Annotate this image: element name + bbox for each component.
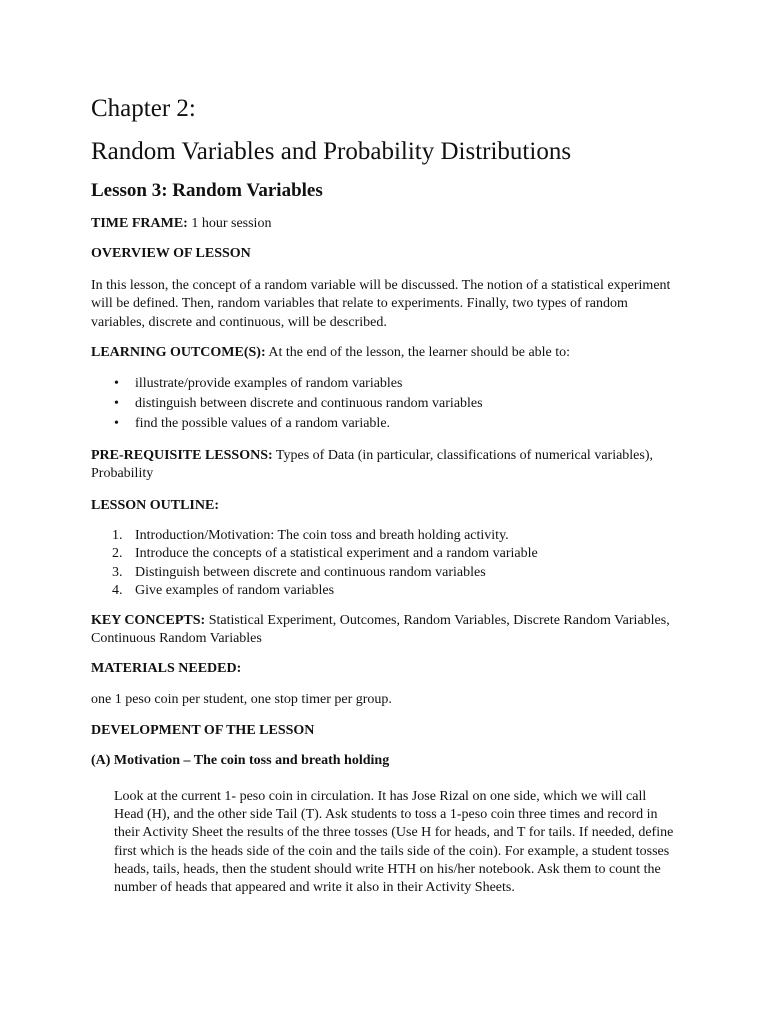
motivation-text: Look at the current 1- peso coin in circulation. It has Jose Rizal on one side, which we will call Head (H), and the other side Tail (T). Ask students to toss a 1-peso coin three times and record in their Activity Sheet the results of the three tosses (Use H for heads, and T for tails. If needed, define first which is the heads side of the coin and the tails side of the coin). For example, a student tosses heads, tails, heads, then the student should write HTH on his/her notebook. Ask them to count the number of heads that appeared and write it also in their Activity Sheets. [114, 789, 674, 896]
chapter-title: Random Variables and Probability Distributions [91, 138, 572, 165]
prerequisite-text: Types of Data (in particular, classifications of numerical variables), Probability [91, 448, 654, 482]
prerequisite-label: PRE-REQUISITE LESSONS: [91, 448, 273, 463]
outline-heading: LESSON OUTLINE: [91, 498, 219, 513]
development-heading: DEVELOPMENT OF THE LESSON [91, 723, 315, 738]
key-concepts-text: Statistical Experiment, Outcomes, Random Variables, Discrete Random Variables, Continuous Random Variables [91, 613, 670, 647]
outline-list [112, 527, 672, 600]
time-frame [91, 215, 671, 233]
learning-outcomes-intro: At the end of the lesson, the learner should be able to: [265, 345, 571, 360]
list-item [112, 582, 672, 600]
list-item [112, 545, 672, 563]
overview-text: In this lesson, the concept of a random variable will be discussed. The notion of a statistical experiment will be defined. Then, random variables that relate to experiments. Finally, two types of random variables, discrete and continuous, will be described. [91, 278, 671, 330]
list-item [112, 527, 672, 545]
list-item [112, 564, 672, 582]
list-text: Give examples of random variables [135, 582, 335, 598]
list-text: Introduction/Motivation: The coin toss and breath holding activity. [135, 528, 509, 543]
list-number: 1. [112, 528, 123, 543]
list-text: Introduce the concepts of a statistical experiment and a random variable [135, 546, 538, 562]
learning-outcomes [91, 344, 671, 362]
motivation-subheading: (A) Motivation – The coin toss and breath holding [91, 753, 390, 768]
prerequisite-lessons [91, 447, 671, 484]
list-text: Distinguish between discrete and continuous random variables [135, 564, 486, 580]
list-number: 2. [112, 546, 123, 562]
key-concepts [91, 612, 671, 649]
list-number: 4. [112, 582, 123, 598]
time-frame-label: TIME FRAME: [91, 216, 188, 231]
key-concepts-label: KEY CONCEPTS: [91, 613, 206, 628]
lesson-title: Lesson 3: Random Variables [91, 180, 323, 201]
list-number: 3. [112, 564, 123, 580]
time-frame-value: 1 hour session [187, 216, 272, 231]
list-item: • distinguish between discrete and continuous random variables [112, 394, 672, 414]
list-item: • find the possible values of a random variable. [112, 414, 672, 434]
overview-heading: OVERVIEW OF LESSON [91, 246, 251, 261]
learning-outcomes-label: LEARNING OUTCOME(S): [91, 345, 266, 360]
chapter-heading: Chapter 2: [91, 95, 196, 122]
materials-heading: MATERIALS NEEDED: [91, 661, 242, 676]
learning-outcomes-list [112, 374, 672, 434]
list-item: • illustrate/provide examples of random variables [112, 374, 672, 394]
materials-text: one 1 peso coin per student, one stop timer per group. [91, 692, 392, 707]
